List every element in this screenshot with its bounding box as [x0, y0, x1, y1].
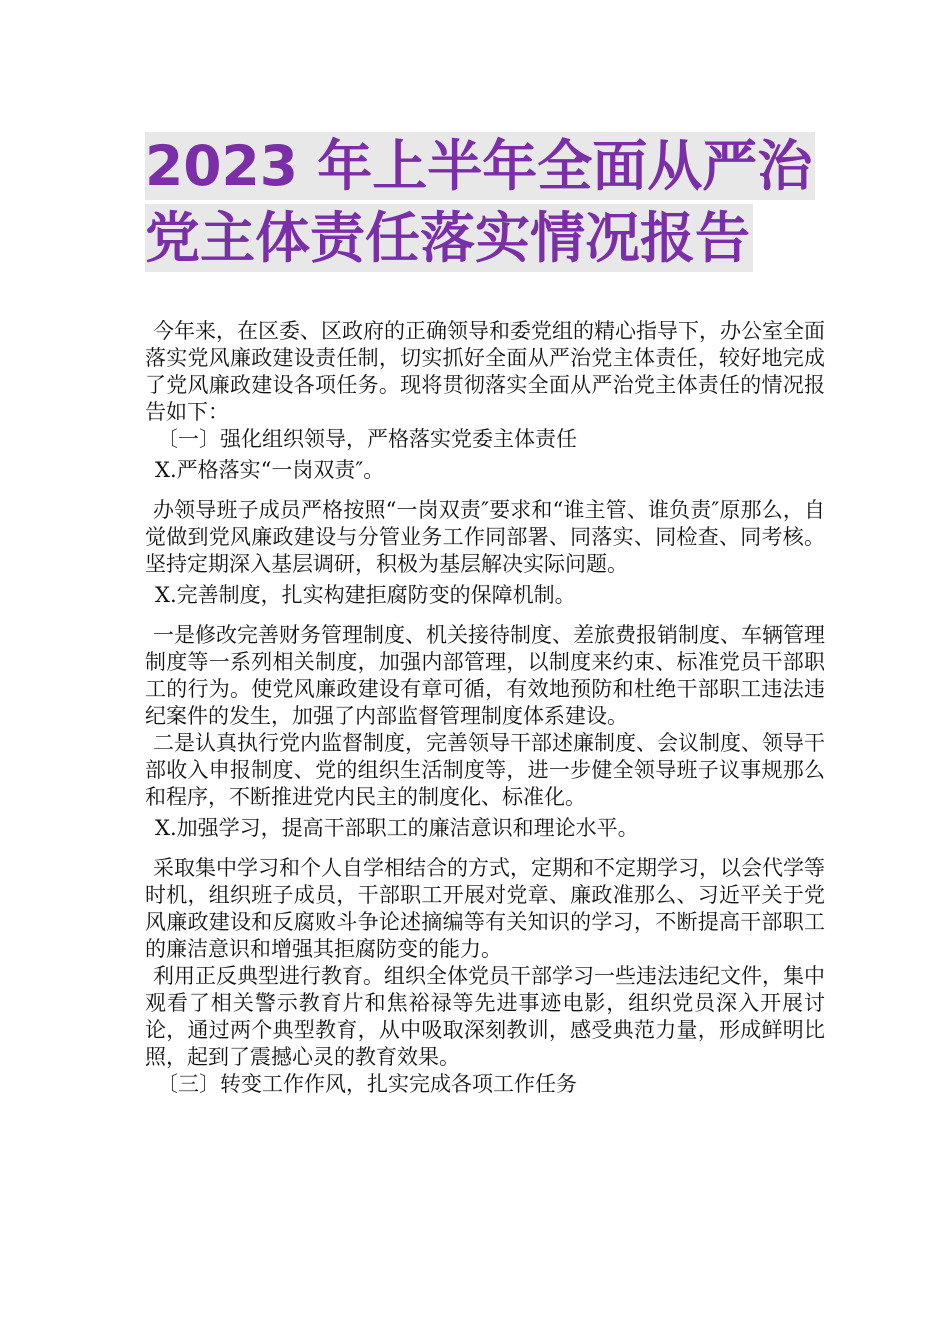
item-heading-1: X.严格落实“一岗双责″。 — [155, 458, 385, 482]
title-line-2: 党主体责任落实情况报告 — [145, 204, 753, 272]
spacer — [145, 609, 825, 622]
item-heading-2: X.完善制度，扎实构建拒腐防变的保障机制。 — [155, 583, 576, 607]
item-paragraph-3b: 利用正反典型进行教育。组织全体党员干部学习一些违法违纪文件，集中观看了相关警示教育片和焦裕禄等先进事迹电影，组织党员深入开展讨论，通过两个典型教育，从中吸取深刻教训，感受典范力量，形成鲜明比照，起到了震撼心灵的教育效果。 — [145, 964, 825, 1069]
item-paragraph-3a: 采取集中学习和个人自学相结合的方式，定期和不定期学习，以会代学等时机，组织班子成员，干部职工开展对党章、廉政准那么、习近平关于党风廉政建设和反腐败斗争论述摘编等有关知识的学习，不断提高干部职工的廉洁意识和增强其拒腐防变的能力。 — [145, 856, 825, 961]
spacer — [145, 484, 825, 497]
item-heading-3: X.加强学习，提高干部职工的廉洁意识和理论水平。 — [155, 816, 639, 840]
document-body — [145, 318, 825, 1098]
item-paragraph-1: 办领导班子成员严格按照“一岗双责″要求和“谁主管、谁负责″原那么，自觉做到党风廉政建设与分管业务工作同部署、同落实、同检查、同考核。坚持定期深入基层调研，积极为基层解决实际问题。 — [145, 498, 825, 576]
intro-paragraph: 今年来，在区委、区政府的正确领导和委党组的精心指导下，办公室全面落实党风廉政建设责任制，切实抓好全面从严治党主体责任，较好地完成了党风廉政建设各项任务。现将贯彻落实全面从严治党主体责任的情况报告如下： — [145, 319, 825, 424]
spacer — [145, 842, 825, 855]
item-paragraph-2b: 二是认真执行党内监督制度，完善领导干部述廉制度、会议制度、领导干部收入申报制度、党的组织生活制度等，进一步健全领导班子议事规那么和程序，不断推进党内民主的制度化、标准化。 — [145, 731, 825, 809]
document-title — [145, 132, 825, 276]
title-line-1: 2023 年上半年全面从严治 — [145, 132, 815, 200]
item-paragraph-2a: 一是修改完善财务管理制度、机关接待制度、差旅费报销制度、车辆管理制度等一系列相关制度，加强内部管理，以制度来约束、标准党员干部职工的行为。使党风廉政建设有章可循，有效地预防和杜绝干部职工违法违纪案件的发生，加强了内部监督管理制度体系建设。 — [145, 623, 825, 728]
section-heading-1: 〔一〕强化组织领导，严格落实党委主体责任 — [157, 427, 577, 451]
section-heading-3: 〔三〕转变工作作风，扎实完成各项工作任务 — [157, 1072, 577, 1096]
